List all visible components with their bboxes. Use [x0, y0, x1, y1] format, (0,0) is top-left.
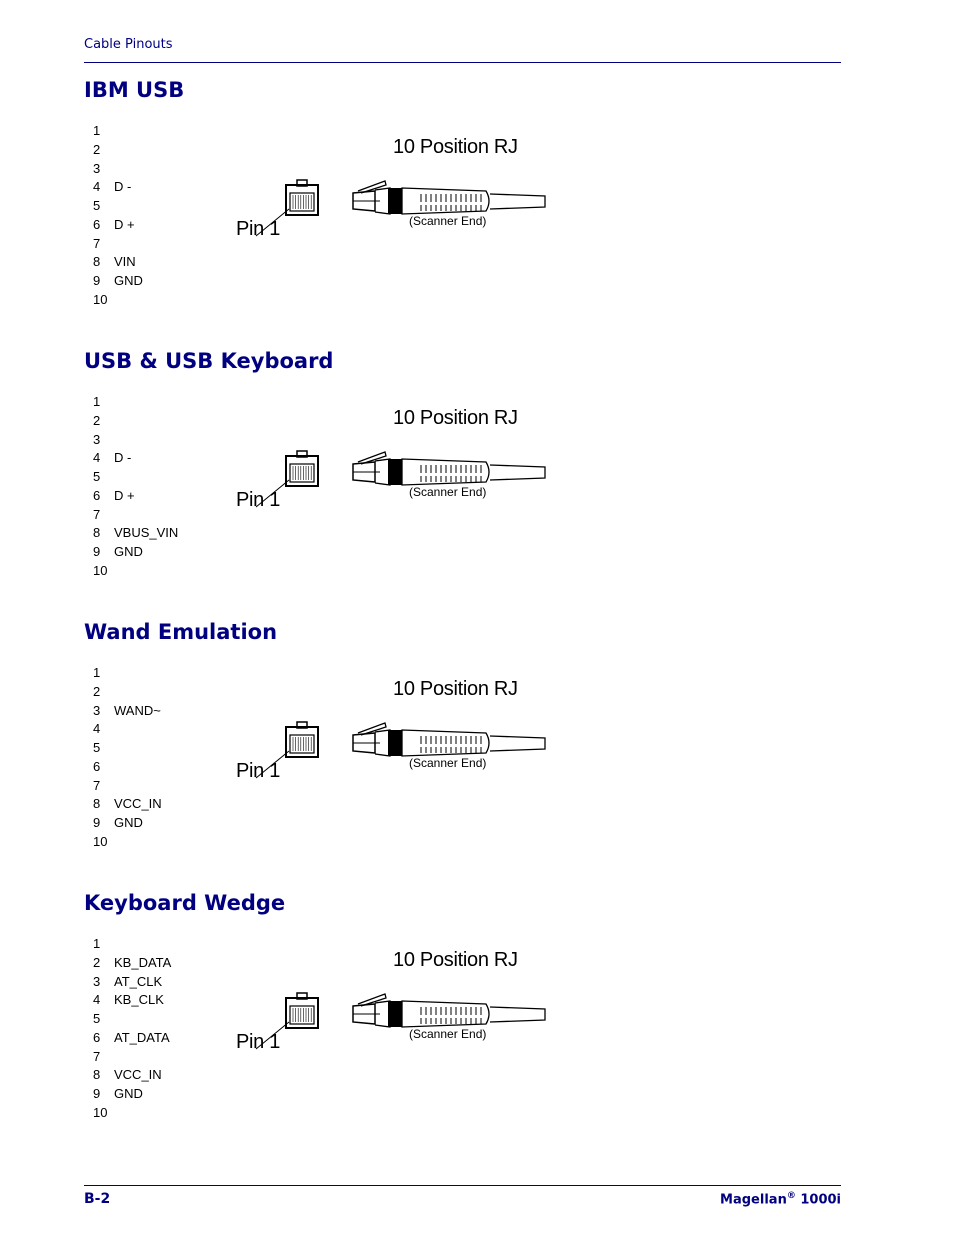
- pin-number: 6: [93, 758, 101, 774]
- cable: [490, 736, 545, 751]
- header-rule: [84, 62, 841, 63]
- page-number: B-2: [84, 1191, 111, 1207]
- pin1-label: Pin 1: [236, 1031, 281, 1053]
- pin-number: 10: [93, 833, 108, 849]
- pin-signal: GND: [114, 544, 143, 559]
- pin-signal: D -: [114, 450, 132, 466]
- pin-number: 8: [93, 796, 101, 812]
- pin-number: 1: [93, 936, 101, 951]
- rj-boot-dark: [388, 188, 402, 214]
- pin-number: 3: [93, 702, 101, 718]
- cable: [490, 194, 545, 209]
- connector-drawing: [256, 451, 545, 507]
- pin-number: 3: [93, 431, 101, 447]
- rj-jack-inner: [290, 193, 314, 211]
- pin-number: 2: [93, 412, 101, 428]
- pinout-section: [0, 620, 954, 880]
- section-title: Wand Emulation: [84, 620, 278, 644]
- pin-number: 4: [93, 721, 101, 737]
- pin-row: [93, 1104, 171, 1123]
- section-title: IBM USB: [84, 78, 185, 102]
- pin-number: 1: [93, 394, 101, 409]
- pin-signal: KB_DATA: [114, 954, 172, 970]
- pin-signal: VCC_IN: [114, 796, 162, 812]
- pin-number: 7: [93, 777, 101, 793]
- pin-number: 6: [93, 216, 101, 232]
- scanner-end-label: (Scanner End): [409, 485, 487, 499]
- pinout-section: [0, 78, 954, 338]
- cable: [490, 465, 545, 480]
- section-title: Keyboard Wedge: [84, 891, 286, 915]
- pin-number: 10: [93, 1104, 108, 1120]
- rj-boot-dark: [388, 1001, 402, 1027]
- pin-number: 1: [93, 123, 101, 138]
- product-title: [720, 1191, 841, 1207]
- pin-row: [93, 291, 143, 310]
- footer-rule: [84, 1185, 841, 1186]
- connector-drawing: [256, 180, 545, 236]
- pin-number: 9: [93, 544, 101, 559]
- pinout-section: [0, 349, 954, 609]
- pin-signal: AT_DATA: [114, 1029, 170, 1045]
- pin-number: 3: [93, 160, 101, 176]
- pin-number: 2: [93, 954, 101, 970]
- pin-signal: KB_CLK: [114, 992, 164, 1008]
- connector-label: 10 Position RJ: [393, 949, 518, 971]
- pin-number: 2: [93, 683, 101, 699]
- pin1-label: Pin 1: [236, 760, 281, 782]
- pin-signal: AT_CLK: [114, 973, 163, 989]
- pin-number: 4: [93, 992, 101, 1008]
- pin-number: 8: [93, 1067, 101, 1083]
- product-name: Magellan: [720, 1192, 787, 1208]
- rj-jack-inner: [290, 1006, 314, 1024]
- pin-number: 7: [93, 235, 101, 251]
- connector-drawing: [256, 722, 545, 778]
- pin-number: 5: [93, 1011, 101, 1026]
- connector-drawing: [256, 993, 545, 1049]
- pinout-section: [0, 891, 954, 1151]
- pin-row: [93, 543, 178, 562]
- pin-number: 6: [93, 1029, 101, 1045]
- pin-number: 7: [93, 506, 101, 522]
- pin-signal: WAND~: [114, 702, 161, 718]
- pin-number: 8: [93, 525, 101, 541]
- pin-signal: GND: [114, 273, 143, 288]
- pin-number: 9: [93, 273, 101, 288]
- scanner-end-label: (Scanner End): [409, 756, 487, 770]
- pin-number: 3: [93, 973, 101, 989]
- pin-number: 2: [93, 141, 101, 157]
- section-title: USB & USB Keyboard: [84, 349, 334, 373]
- scanner-end-label: (Scanner End): [409, 1027, 487, 1041]
- pin-row: [93, 562, 178, 581]
- pin1-label: Pin 1: [236, 489, 281, 511]
- registered-mark: ®: [786, 1191, 796, 1201]
- running-header: Cable Pinouts: [84, 37, 173, 52]
- pin-row: [93, 833, 162, 852]
- rj-jack-inner: [290, 735, 314, 753]
- pin-signal: VCC_IN: [114, 1067, 162, 1083]
- product-model: 1000i: [800, 1192, 841, 1208]
- pin-signal: GND: [114, 815, 143, 830]
- connector-label: 10 Position RJ: [393, 678, 518, 700]
- pin-row: [93, 272, 143, 291]
- pin-signal: D +: [114, 487, 135, 503]
- pin-number: 9: [93, 1086, 101, 1101]
- pin-signal: D +: [114, 216, 135, 232]
- pin-number: 8: [93, 254, 101, 270]
- pin-signal: VIN: [114, 254, 136, 270]
- pin-number: 5: [93, 469, 101, 484]
- rj-jack-inner: [290, 464, 314, 482]
- pin-number: 1: [93, 665, 101, 680]
- pin1-label: Pin 1: [236, 218, 281, 240]
- pin-signal: VBUS_VIN: [114, 525, 179, 541]
- cable: [490, 1007, 545, 1022]
- pin-number: 10: [93, 562, 108, 578]
- pin-number: 9: [93, 815, 101, 830]
- rj-boot-dark: [388, 730, 402, 756]
- pin-number: 10: [93, 291, 108, 307]
- pin-number: 7: [93, 1048, 101, 1064]
- rj-boot-dark: [388, 459, 402, 485]
- pin-signal: GND: [114, 1086, 143, 1101]
- pin-number: 4: [93, 450, 101, 466]
- pin-row: [93, 1085, 171, 1104]
- pin-number: 4: [93, 179, 101, 195]
- pin-signal: D -: [114, 179, 132, 195]
- connector-label: 10 Position RJ: [393, 407, 518, 429]
- pin-row: [93, 814, 162, 833]
- connector-label: 10 Position RJ: [393, 136, 518, 158]
- pin-number: 6: [93, 487, 101, 503]
- pin-number: 5: [93, 740, 101, 755]
- pin-number: 5: [93, 198, 101, 213]
- scanner-end-label: (Scanner End): [409, 214, 487, 228]
